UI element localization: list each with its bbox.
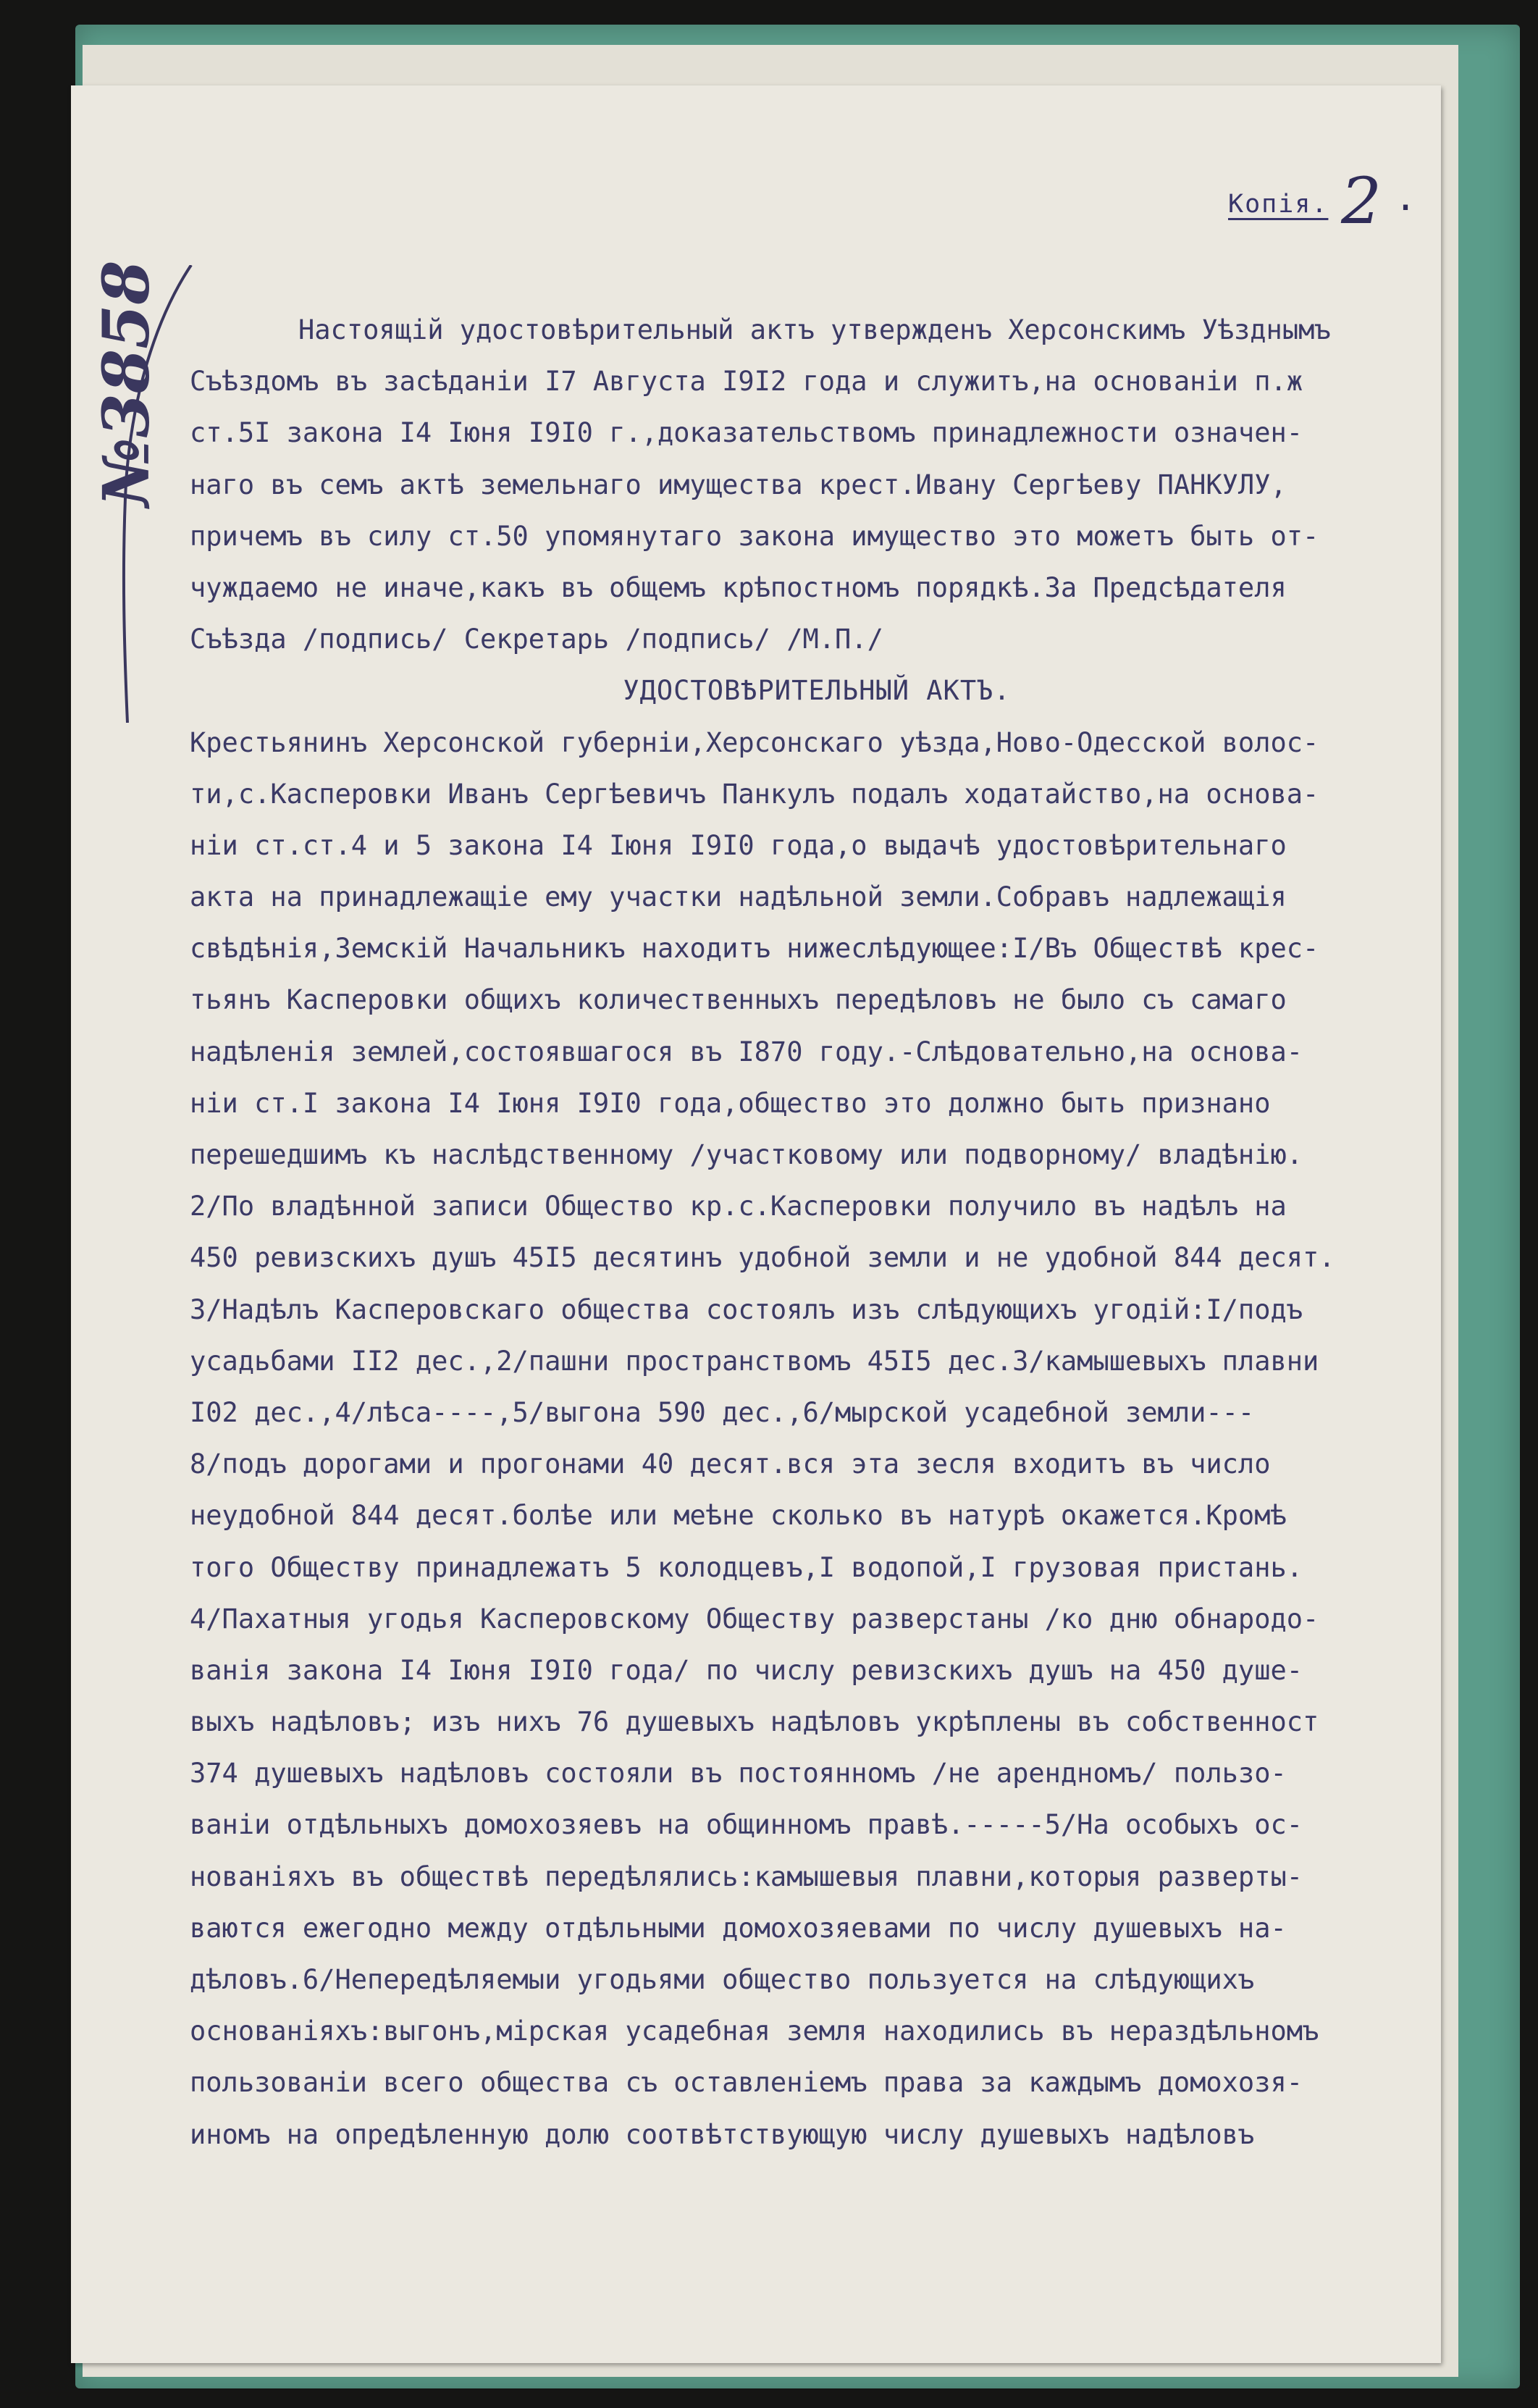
handwritten-margin-number: №3858 — [88, 260, 164, 507]
text-line: ніи ст.I закона I4 Іюня I9I0 года,общество это должно быть признано — [190, 1087, 1271, 1119]
text-line: перешедшимъ къ наслѣдственному /участковому или подворному/ владѣнію. — [190, 1139, 1303, 1170]
text-line: Съѣзда /подпись/ Секретарь /подпись/ /М.П./ — [190, 624, 883, 655]
text-line: ти,с.Касперовки Иванъ Сергѣевичъ Панкулъ подалъ ходатайство,на основа- — [190, 778, 1319, 810]
text-line: Крестьянинъ Херсонской губерніи,Херсонскаго уѣзда,Ново-Одесской волос- — [190, 726, 1319, 758]
typewritten-body — [190, 304, 1444, 2160]
text-line: пользованіи всего общества съ оставленіемъ права за каждымъ домохозя- — [190, 2067, 1303, 2099]
text-line: основаніяхъ:выгонъ,мірская усадебная земля находились въ нераздѣльномъ — [190, 2015, 1319, 2047]
text-line: ст.5I закона I4 Іюня I9I0 г.,доказательствомъ принадлежности означен- — [190, 417, 1303, 449]
text-line: тьянъ Касперовки общихъ количественныхъ передѣловъ не было съ самаго — [190, 984, 1287, 1016]
text-line: ваются ежегодно между отдѣльными домохозяевами по числу душевыхъ на- — [190, 1912, 1287, 1944]
text-line: ванія закона I4 Іюня I9I0 года/ по числу ревизскихъ душъ на 450 душе- — [190, 1654, 1303, 1686]
text-line: 3/Надѣлъ Касперовскаго общества состоялъ изъ слѣдующихъ угодій:I/подъ — [190, 1293, 1303, 1325]
text-line: акта на принадлежащіе ему участки надѣльной земли.Собравъ надлежащія — [190, 881, 1287, 913]
text-line: того Обществу принадлежатъ 5 колодцевъ,I водопой,I грузовая пристань. — [190, 1551, 1303, 1583]
text-line: 374 душевыхъ надѣловъ состояли въ постоянномъ /не арендномъ/ пользо- — [190, 1758, 1287, 1790]
text-line: иномъ на опредѣленную долю соотвѣтствующую числу душевыхъ надѣловъ — [190, 2118, 1255, 2150]
text-line: наго въ семъ актѣ земельнаго имущества крест.Ивану Сергѣеву ПАНКУЛУ, — [190, 469, 1287, 500]
text-line: I02 дес.,4/лѣса----,5/выгона 590 дес.,6/мырской усадебной земли--- — [190, 1396, 1255, 1428]
text-line: причемъ въ силу ст.50 упомянутаго закона имущество это можетъ быть от- — [190, 520, 1319, 552]
text-line: 4/Пахатныя угодья Касперовскому Обществу разверстаны /ко дню обнародо- — [190, 1603, 1319, 1635]
text-line: 450 ревизскихъ душъ 45I5 десятинъ удобной земли и не удобной 844 десят. — [190, 1242, 1335, 1274]
text-line: дѣловъ.6/Непередѣляемыи угодьями общество пользуется на слѣдующихъ — [190, 1964, 1255, 1995]
text-line: Съѣздомъ въ засѣданіи I7 Августа I9I2 года и служитъ,на основаніи п.ж — [190, 366, 1303, 398]
text-line: неудобной 844 десят.болѣе или меѣне сколько въ натурѣ окажется.Кромѣ — [190, 1500, 1287, 1532]
text-line: усадьбами II2 дес.,2/пашни пространствомъ 45I5 дес.3/камышевыхъ плавни — [190, 1345, 1319, 1377]
section-heading: УДОСТОВѢРИТЕЛЬНЫЙ АКТЪ. — [623, 675, 1011, 707]
text-line: надѣленія землей,состоявшагося въ I870 году.-Слѣдовательно,на основа- — [190, 1036, 1303, 1067]
text-line: нованіяхъ въ обществѣ передѣлялись:камышевыя плавни,которыя разверты- — [190, 1860, 1303, 1892]
text-line: 8/подъ дорогами и прогонами 40 десят.вся эта зесля входитъ въ число — [190, 1448, 1271, 1480]
copy-label: Копія. — [1228, 190, 1329, 219]
text-line: чуждаемо не иначе,какъ въ общемъ крѣпостномъ порядкѣ.За Предсѣдателя — [190, 571, 1287, 603]
text-line: выхъ надѣловъ; изъ нихъ 76 душевыхъ надѣловъ укрѣплены въ собственност — [190, 1706, 1319, 1738]
text-line: свѣдѣнія,Земскій Начальникъ находитъ нижеслѣдующее:I/Въ Обществѣ крес- — [190, 933, 1319, 965]
text-line: Настоящій удостовѣрительный актъ утвержденъ Херсонскимъ Уѣзднымъ — [298, 314, 1331, 345]
text-line: 2/По владѣнной записи Общество кр.с.Касперовки получило въ надѣлъ на — [190, 1191, 1287, 1222]
page-number-dot: . — [1395, 177, 1417, 219]
text-line: ваніи отдѣльныхъ домохозяевъ на общинномъ правѣ.-----5/На особыхъ ос- — [190, 1809, 1303, 1841]
text-line: ніи ст.ст.4 и 5 закона I4 Іюня I9I0 года,о выдачѣ удостовѣрительнаго — [190, 829, 1287, 861]
handwritten-page-number: 2 — [1341, 164, 1382, 238]
